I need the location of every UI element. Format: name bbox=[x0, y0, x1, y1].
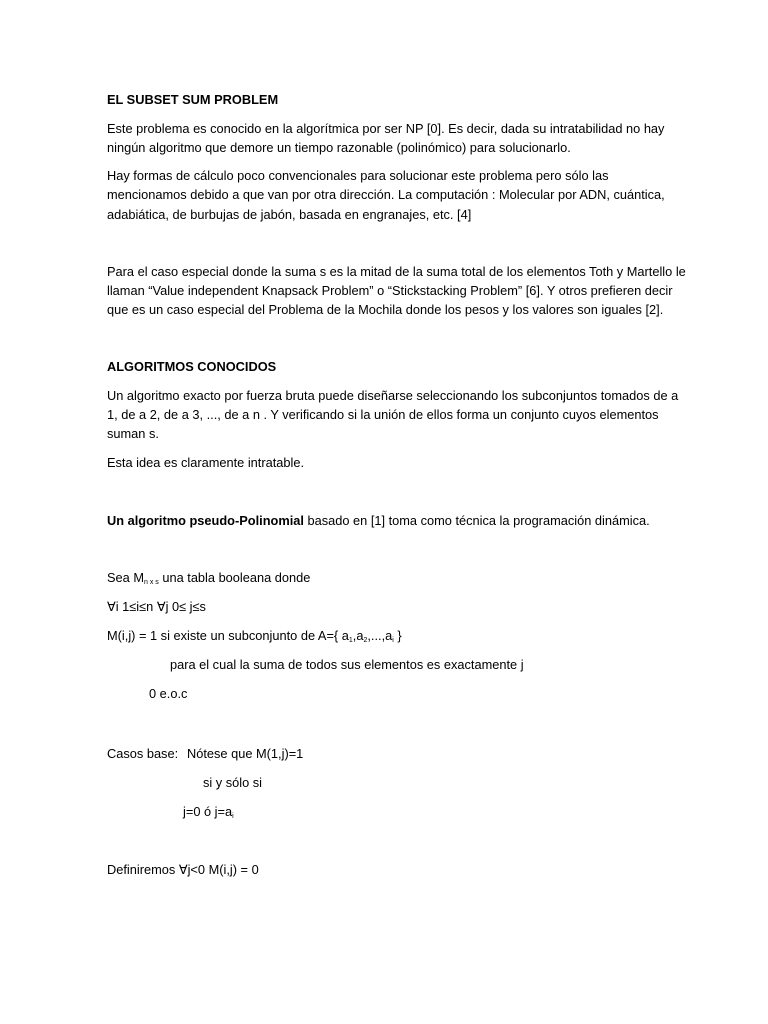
brute-force-line-2: 1, de a 2, de a 3, ..., de a n . Y verificando si la unión de ellos forma un conjunto cuyos elementos bbox=[107, 407, 659, 422]
base-condition-prefix: j=0 ó j=a bbox=[183, 804, 233, 819]
m-eq-sub3: i bbox=[392, 637, 394, 644]
m-eq-suffix: } bbox=[393, 628, 402, 643]
m-eq-mid2: ,...,a bbox=[367, 628, 393, 643]
special-case-line-2: llaman “Value independent Knapsack Problem” o “Stickstacking Problem” [6]. Y otros prefieren decir bbox=[107, 283, 673, 298]
m-equals-one-line bbox=[107, 630, 402, 644]
para-el-cual-line: para el cual la suma de todos sus elementos es exactamente j bbox=[170, 657, 524, 672]
pseudo-polynomial-rest: basado en [1] toma como técnica la programación dinámica. bbox=[303, 513, 650, 528]
sea-suffix: una tabla booleana donde bbox=[158, 570, 311, 585]
forms-line-1: Hay formas de cálculo poco convencionales para solucionar este problema pero sólo las bbox=[107, 168, 609, 183]
base-condition-line bbox=[183, 806, 234, 820]
base-condition-sub: i bbox=[232, 813, 234, 820]
intractable-sentence: Esta idea es claramente intratable. bbox=[107, 455, 305, 470]
m-eq-prefix: M(i,j) = 1 si existe un subconjunto de A={ a bbox=[107, 628, 349, 643]
base-cases-note: Nótese que M(1,j)=1 bbox=[187, 746, 304, 761]
sea-prefix: Sea M bbox=[107, 570, 144, 585]
pseudo-polynomial-sentence bbox=[107, 515, 650, 528]
forms-line-3: adabiática, de burbujas de jabón, basada en engranajes, etc. [4] bbox=[107, 207, 472, 222]
iff-line: si y sólo si bbox=[203, 775, 263, 790]
forms-line-2: mencionamos debido a que van por otra dirección. La computación : Molecular por ADN, cuántica, bbox=[107, 187, 665, 202]
otherwise-line: 0 e.o.c bbox=[149, 686, 188, 701]
pseudo-polynomial-bold: Un algoritmo pseudo-Polinomial bbox=[107, 513, 304, 528]
m-eq-mid1: ,a bbox=[352, 628, 364, 643]
sea-subscript: n x s bbox=[144, 579, 159, 586]
forall-condition: ∀i 1≤i≤n ∀j 0≤ j≤s bbox=[107, 599, 206, 614]
brute-force-line-1: Un algoritmo exacto por fuerza bruta puede diseñarse seleccionando los subconjuntos tomados de a bbox=[107, 388, 679, 403]
special-case-line-3: que es un caso especial del Problema de la Mochila donde los pesos y los valores son iguales [2]. bbox=[107, 302, 664, 317]
special-case-line-1: Para el caso especial donde la suma s es la mitad de la suma total de los elementos Toth y Martello le bbox=[107, 264, 686, 279]
m-eq-sub2: 2 bbox=[363, 637, 368, 644]
brute-force-line-3: suman s. bbox=[107, 426, 159, 441]
sea-definition bbox=[107, 572, 310, 586]
intro-line-2: ningún algoritmo que demore un tiempo razonable (polinómico) para solucionarlo. bbox=[107, 140, 571, 155]
base-cases-label: Casos base: bbox=[107, 746, 179, 761]
intro-line-1: Este problema es conocido en la algorítmica por ser NP [0]. Es decir, dada su intratabilidad no hay bbox=[107, 121, 665, 136]
m-eq-sub1: 1 bbox=[348, 637, 353, 644]
document-title: EL SUBSET SUM PROBLEM bbox=[107, 92, 279, 107]
section-heading: ALGORITMOS CONOCIDOS bbox=[107, 359, 277, 374]
define-negative-line: Definiremos ∀j<0 M(i,j) = 0 bbox=[107, 862, 259, 877]
